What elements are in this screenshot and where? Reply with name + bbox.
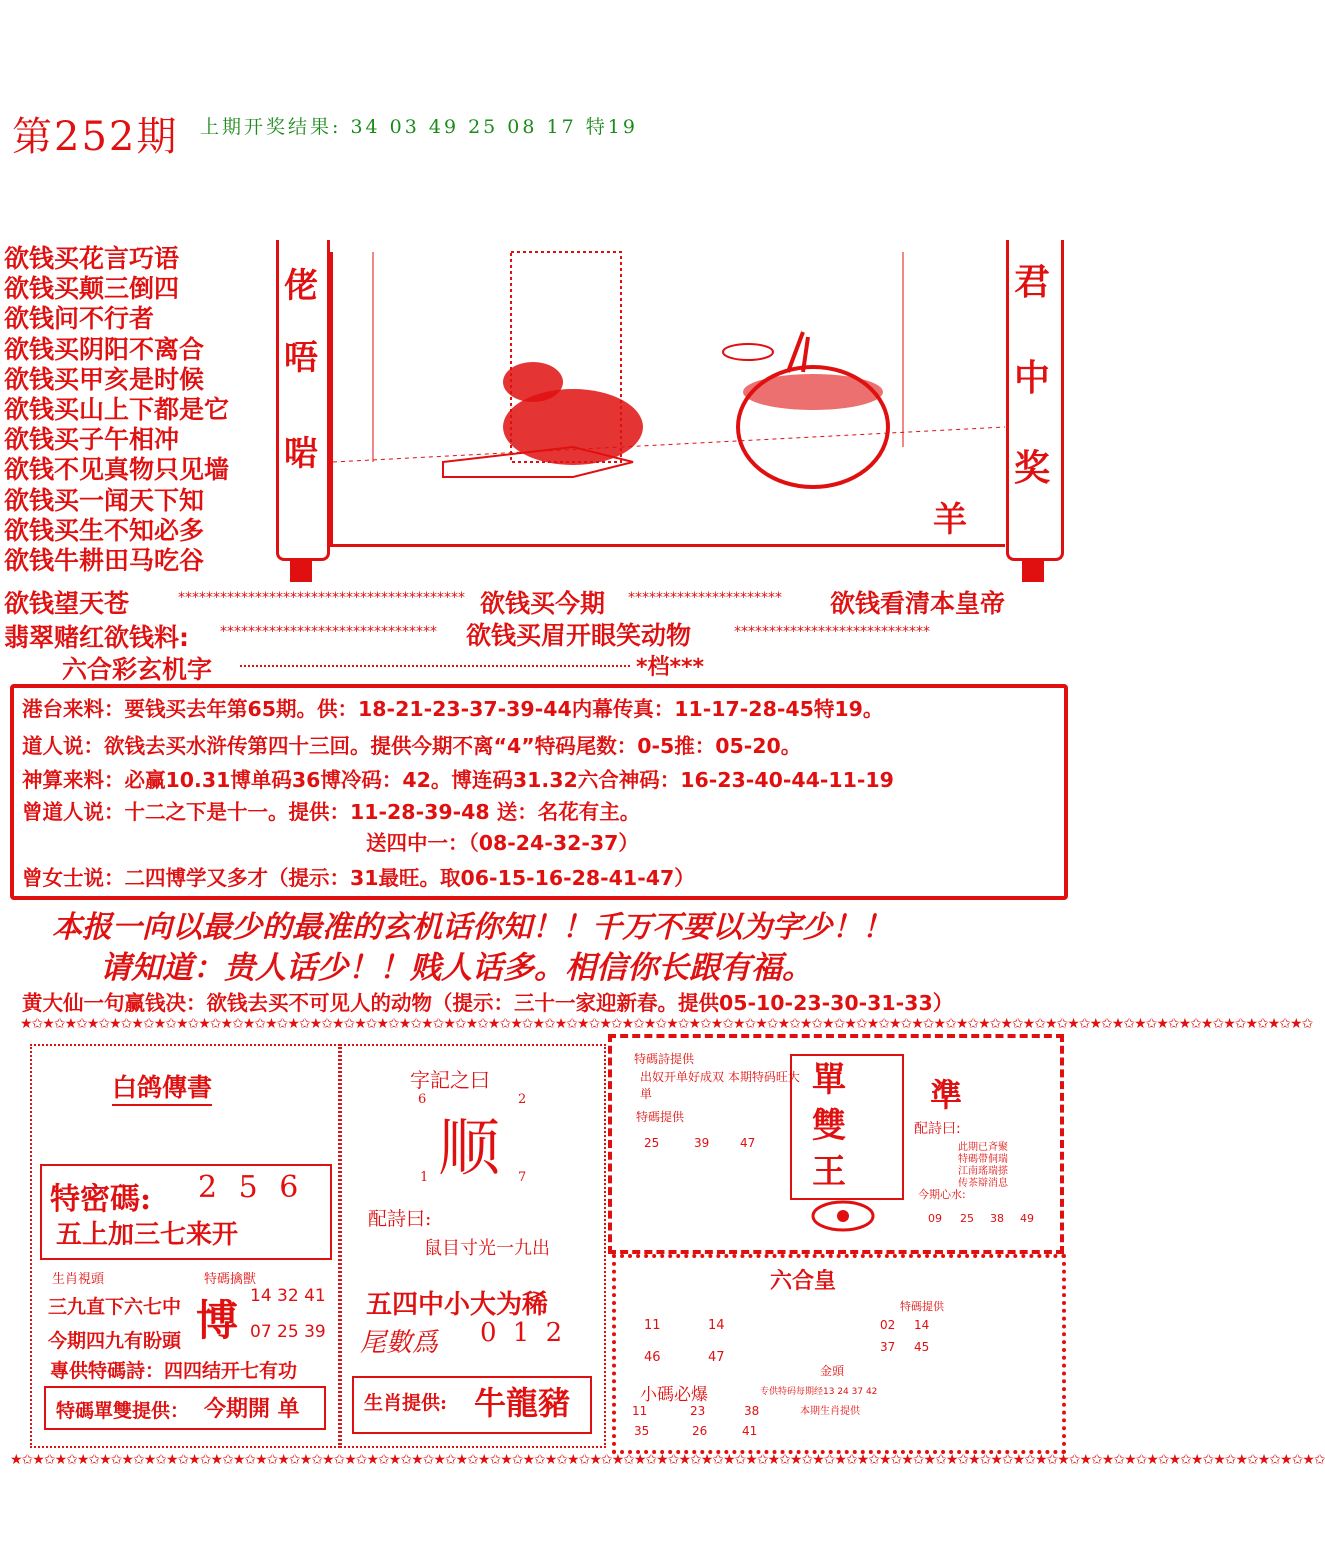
small-num: 38	[744, 1404, 760, 1418]
must-num: 49	[1020, 1212, 1034, 1225]
right-scroll	[1006, 240, 1062, 585]
row-3-left: 六合彩玄机字	[62, 655, 213, 684]
word-number: 2	[518, 1092, 527, 1107]
king-box	[790, 1054, 904, 1200]
row-2-mid: 欲钱买眉开眼笑动物	[466, 621, 692, 650]
phrase-item: 欲钱买颠三倒四	[4, 274, 180, 304]
panel-liuhe-king	[612, 1254, 1066, 1454]
small-code-line: 专供特码每期经13 24 37 42	[760, 1387, 878, 1397]
small-num: 11	[632, 1404, 648, 1418]
must-label: 今期心水:	[918, 1188, 966, 1201]
row-1-stars: **********************	[628, 590, 782, 606]
left-scroll-char: 唔	[284, 338, 318, 378]
info-line: 曾道人说：十二之下是十一。提供：11-28-39-48 送：名花有主。	[22, 800, 641, 824]
row-2-left: 翡翠赌红欲钱料:	[4, 623, 189, 652]
zodiac-value: 牛龍豬	[474, 1384, 571, 1422]
bo-char: 博	[196, 1296, 239, 1345]
info-line: 道人说：欲钱去买水浒传第四十三回。提供今期不离“4”特码尾数：0-5推：05-20。	[22, 734, 802, 758]
huang-line: 黄大仙一句赢钱决：欲钱去买不可见人的动物（提示：三十一家迎新春。提供05-10-23-30-31-33）	[22, 991, 954, 1015]
info-line: 送四中一：（08-24-32-37）	[366, 831, 639, 855]
panel-c-num: 25	[644, 1136, 660, 1150]
left-scroll-char: 佬	[284, 266, 318, 306]
small-num: 41	[742, 1424, 758, 1438]
tail-value: 0 1 2	[480, 1318, 567, 1348]
right-num: 45	[914, 1340, 930, 1354]
gold-label: 金頭	[820, 1364, 845, 1378]
secret-code-label: 特密碼:	[50, 1182, 152, 1217]
row-1-left: 欲钱望天苍	[4, 589, 130, 618]
bo-numbers: 14 32 41	[250, 1286, 326, 1306]
right-num: 37	[880, 1340, 896, 1354]
bo-title: 特碼擒獸	[204, 1272, 257, 1287]
phrase-item: 欲钱买花言巧语	[4, 244, 180, 273]
small-num: 26	[692, 1424, 708, 1438]
info-line: 曾女士说：二四博学又多才（提示：31最旺。取06-15-16-28-41-47）	[22, 866, 695, 890]
right-poem-line: 江南瑤瑞搽	[958, 1166, 1008, 1177]
poem-text: 鼠目寸光一九出	[424, 1238, 550, 1259]
issue-number: 第252期	[12, 114, 179, 160]
right-num: 02	[880, 1318, 896, 1332]
row-3-dotted-line	[240, 665, 630, 667]
right-scroll-char: 中	[1014, 357, 1051, 399]
right-scroll-char: 君	[1014, 261, 1051, 303]
right-num: 14	[914, 1318, 930, 1332]
word-number: 7	[518, 1170, 527, 1185]
right-word: 準	[930, 1076, 963, 1114]
flower-icon	[808, 1198, 878, 1234]
must-num: 38	[990, 1212, 1004, 1225]
row-2-stars: *******************************	[220, 624, 437, 640]
right-poem-line: 此期已斉聚	[958, 1142, 1008, 1153]
grid-num: 47	[708, 1350, 725, 1365]
star-border: ★✩★✩★✩★✩★✩★✩★✩★✩★✩★✩★✩★✩★✩★✩★✩★✩★✩★✩★✩★✩★✩★✩★✩★✩★✩★✩★✩★✩★✩★✩★✩★✩★✩★✩★✩★✩★✩★✩★✩★✩★✩★✩★✩★✩★✩★✩★✩★✩★✩★✩★✩★✩★✩★✩★✩★✩★✩★✩	[20, 1016, 1313, 1032]
liuhe-title: 六合皇	[770, 1268, 837, 1294]
king-char: 雙	[812, 1106, 846, 1146]
single-double-label: 特碼單雙提供：	[56, 1400, 190, 1422]
line-small-large: 五四中小大为稀	[366, 1290, 549, 1320]
word-number: 6	[418, 1092, 427, 1107]
info-line: 神算来料：必赢10.31博单码36博冷码：42。博连码31.32六合神码：16-23-40-44-11-19	[22, 768, 894, 792]
word-title: 字記之曰	[410, 1068, 490, 1092]
must-num: 09	[928, 1212, 942, 1225]
zodiac-label: 生肖提供:	[364, 1392, 448, 1414]
last-result: 上期开奖结果: 34 03 49 25 08 17 特19	[200, 116, 638, 138]
phrase-item: 欲钱买阴阳不离合	[4, 334, 205, 364]
row-1-stars: *****************************************	[178, 590, 465, 606]
star-border: ★✩★✩★✩★✩★✩★✩★✩★✩★✩★✩★✩★✩★✩★✩★✩★✩★✩★✩★✩★✩★✩★✩★✩★✩★✩★✩★✩★✩★✩★✩★✩★✩★✩★✩★✩★✩★✩★✩★✩★✩★✩★✩★✩★✩★✩★✩★✩★✩★✩★✩★✩★✩★✩★✩★✩★✩★✩★✩★✩	[10, 1452, 1325, 1468]
picture-label: 羊	[933, 500, 967, 540]
right-label: 配詩曰:	[914, 1121, 961, 1137]
secret-code-value: 2 5 6	[198, 1170, 305, 1205]
poem-line: 專供特碼詩：四四结开七有功	[50, 1360, 298, 1382]
row-1-right: 欲钱看清本皇帝	[830, 589, 1006, 618]
phrase-list	[4, 244, 279, 576]
tail-label: 尾數爲	[360, 1328, 439, 1358]
code-box	[40, 1164, 332, 1260]
single-double-box	[44, 1386, 326, 1430]
slogan-line: 请知道：贵人话少！！贱人话多。相信你长跟有福。	[100, 950, 813, 986]
left-scroll	[276, 240, 326, 585]
small-code-line: 本期生肖提供	[800, 1406, 860, 1417]
phrase-item: 欲钱牛耕田马吃谷	[4, 546, 205, 576]
right-head: 特碼提供	[900, 1300, 944, 1313]
panel-c-num: 39	[694, 1136, 710, 1150]
secret-code-line: 五上加三七来开	[56, 1220, 239, 1250]
goat-incense-illustration	[333, 252, 1005, 544]
phrase-item: 欲钱问不行者	[4, 304, 155, 334]
phrase-item: 欲钱买子午相冲	[4, 425, 180, 455]
pigeon-title: 白鸽傳書	[112, 1068, 212, 1106]
right-poem-line: 特碼帶侗瑞	[958, 1154, 1008, 1165]
king-char: 王	[812, 1152, 846, 1192]
phrase-item: 欲钱买生不知必多	[4, 515, 205, 545]
main-word: 顺	[438, 1111, 501, 1184]
small-num: 35	[634, 1424, 650, 1438]
panel-c-poem: 出奴开单好成双 本期特码旺大単	[640, 1070, 800, 1101]
grid-num: 14	[708, 1318, 725, 1333]
row-2-stars: ****************************	[734, 624, 930, 640]
side-line: 今期四九有盼頭	[48, 1330, 182, 1352]
row-1-mid: 欲钱买今期	[480, 589, 606, 618]
grid-num: 46	[644, 1350, 661, 1365]
panel-c-nums-label: 特碼提供	[636, 1110, 685, 1124]
phrase-item: 欲钱买山上下都是它	[4, 395, 230, 425]
poem-label: 配詩曰:	[368, 1208, 432, 1230]
king-char: 單	[812, 1060, 846, 1100]
illustration	[330, 252, 1005, 547]
panel-c-head: 特碼詩提供	[634, 1052, 695, 1066]
panel-c-num: 47	[740, 1136, 756, 1150]
left-scroll-char: 啱	[284, 434, 318, 474]
slogan-line: 本报一向以最少的最准的玄机话你知！！千万不要以为字少！！	[52, 910, 892, 945]
small-num: 23	[690, 1404, 706, 1418]
right-scroll-char: 奖	[1014, 447, 1051, 489]
side-label: 生肖視頭	[52, 1272, 105, 1287]
small-code-label: 小碼必爆	[640, 1385, 708, 1405]
must-num: 25	[960, 1212, 974, 1225]
bo-numbers: 07 25 39	[250, 1322, 326, 1342]
phrase-item: 欲钱不见真物只见墙	[4, 455, 230, 485]
phrase-item: 欲钱买一闻天下知	[4, 485, 205, 515]
row-3-mid: *档***	[636, 655, 705, 680]
side-line: 三九直下六七中	[48, 1296, 182, 1318]
info-line: 港台来料：要钱买去年第65期。供：18-21-23-37-39-44内幕传真：11-17-28-45特19。	[22, 697, 884, 721]
word-number: 1	[420, 1170, 429, 1185]
single-double-value: 今期開 单	[204, 1396, 300, 1422]
phrase-item: 欲钱买甲亥是时候	[4, 364, 205, 394]
grid-num: 11	[644, 1318, 661, 1333]
right-poem-line: 传茶辯消息	[958, 1178, 1008, 1189]
